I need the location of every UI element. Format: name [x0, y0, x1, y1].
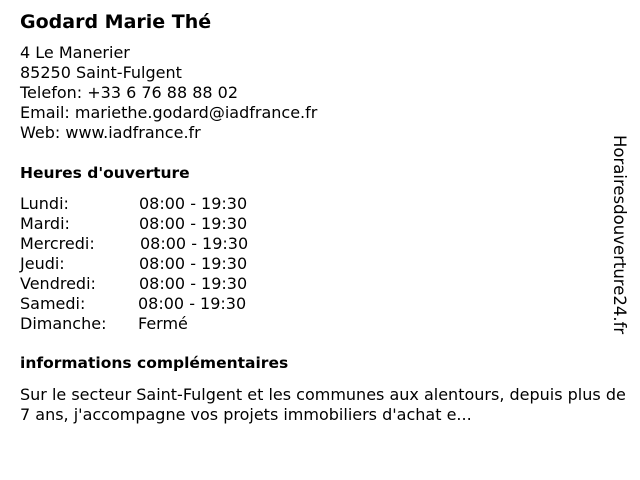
- additional-info-heading: informations complémentaires: [20, 354, 289, 372]
- hours-day: Vendredi:: [20, 274, 96, 293]
- contact-block: [20, 43, 317, 143]
- hours-time: 08:00 - 19:30: [138, 294, 247, 313]
- hours-time: 08:00 - 19:30: [139, 214, 248, 233]
- business-name: Godard Marie Thé: [20, 11, 212, 33]
- address-city: 85250 Saint-Fulgent: [20, 63, 182, 82]
- hours-day: Lundi:: [20, 194, 69, 213]
- additional-info-text: Sur le secteur Saint-Fulgent et les communes aux alentours, depuis plus de 7 ans, j'accompagne vos projets immobiliers d'achat e...: [20, 385, 626, 424]
- site-watermark: Horairesdouverture24.fr: [610, 135, 629, 335]
- hours-day: Jeudi:: [20, 254, 65, 273]
- web-line: Web: www.iadfrance.fr: [20, 123, 201, 142]
- hours-day: Samedi:: [20, 294, 86, 313]
- hours-time: 08:00 - 19:30: [140, 234, 249, 253]
- email-line: Email: mariethe.godard@iadfrance.fr: [20, 103, 318, 122]
- hours-day: Mercredi:: [20, 234, 95, 253]
- hours-time: 08:00 - 19:30: [139, 274, 248, 293]
- hours-time: 08:00 - 19:30: [139, 254, 248, 273]
- hours-time: Fermé: [138, 314, 188, 333]
- opening-hours-heading: Heures d'ouverture: [20, 164, 190, 182]
- hours-day: Dimanche:: [20, 314, 107, 333]
- hours-day: Mardi:: [20, 214, 70, 233]
- hours-time: 08:00 - 19:30: [139, 194, 248, 213]
- phone-line: Telefon: +33 6 76 88 88 02: [20, 83, 239, 102]
- address-street: 4 Le Manerier: [20, 43, 130, 62]
